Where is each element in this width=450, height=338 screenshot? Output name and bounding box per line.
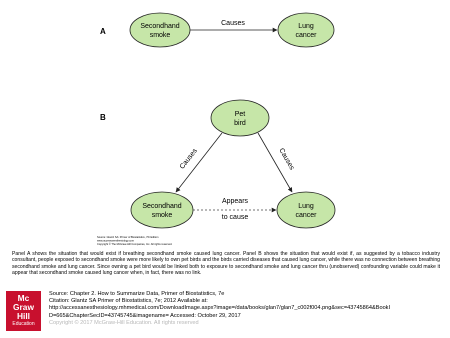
logo-line3: Hill <box>16 311 31 321</box>
panel-a-lung-line2: cancer <box>295 32 317 39</box>
copyright-line: Copyright © 2017 McGraw-Hill Education. All rights reserved <box>49 319 199 326</box>
panel-b-smoke-line2: smoke <box>151 212 173 219</box>
panel-b-pet-bird-node <box>211 100 269 136</box>
mcgraw-hill-logo <box>6 291 41 331</box>
figure-credit-line3: Copyright © The McGraw-Hill Companies, Inc. All rights reserved. <box>97 243 173 246</box>
panel-a-smoke-line1: Secondhand <box>140 23 180 30</box>
panel-b-appears-line1: Appears <box>221 198 249 205</box>
panel-b-letter: B <box>100 113 106 122</box>
panel-b-causes-right-label: Causes <box>277 147 296 172</box>
panel-b-bird-line2: bird <box>234 120 246 127</box>
citation-url-line1: http://accessanesthesiology.mhmedical.com/DownloadImage.aspx?image=/data/books/glan7/glan7_c002f004.png&sec=43745864&BookI <box>49 305 391 312</box>
source-citation <box>49 291 447 327</box>
panel-b-lung-cancer-node <box>277 192 335 228</box>
citation-url-line2: D=665&ChapterSecID=43745745&imagename= Accessed: October 29, 2017 <box>49 312 241 319</box>
panel-a-smoke-line2: smoke <box>149 32 171 39</box>
figure-caption: Panel A shows the situation that would exist if breathing secondhand smoke caused lung cancer. Panel B shows the situation that would exist if, as suggested by a tobacco industry consultant, people exposed to secondhand smoke were more likely to own pet birds and the birds carried diseases that caused lung cancer, while there was no connection between breathing secondhand smoke and lung cancer. Since owning a pet bird would be linked both to exposure to secondhand smoke and lung cancer thru (unobserved) confounding variable could make it appear that secondhand smoke caused lung cancer when, in fact, there was no link. <box>12 251 440 277</box>
panel-a-lung-line1: Lung <box>298 23 314 30</box>
figure-credit-line1: Source: Glantz SA: Primer of Biostatistics, 7th Edition <box>97 236 159 239</box>
panel-b-smoke-line1: Secondhand <box>142 203 182 210</box>
logo-line1: Mc <box>17 293 30 303</box>
panel-b-appears-line2: to cause <box>221 214 249 221</box>
logo-line4: Education <box>12 321 35 327</box>
panel-b-lung-line2: cancer <box>295 212 317 219</box>
panel-b-bird-line1: Pet <box>234 111 246 118</box>
citation-line: Citation: Glantz SA Primer of Biostatistics, 7e; 2012 Available at: <box>49 298 208 305</box>
panel-b-lung-line1: Lung <box>298 203 314 210</box>
panel-a-secondhand-smoke-node <box>130 13 190 47</box>
panel-b-secondhand-smoke-node <box>131 192 193 228</box>
panel-b-causes-left-label: Causes <box>178 147 199 171</box>
panel-a-letter: A <box>100 27 106 36</box>
source-line: Source: Chapter 2. How to Summarize Data, Primer of Biostatistics, 7e <box>49 291 225 297</box>
panel-a-lung-cancer-node <box>278 13 334 47</box>
figure-credit-line2: www.accessanesthesiology.com <box>97 239 135 243</box>
logo-line2: Graw <box>13 302 34 312</box>
panel-a-causes-label: Causes <box>221 20 245 27</box>
